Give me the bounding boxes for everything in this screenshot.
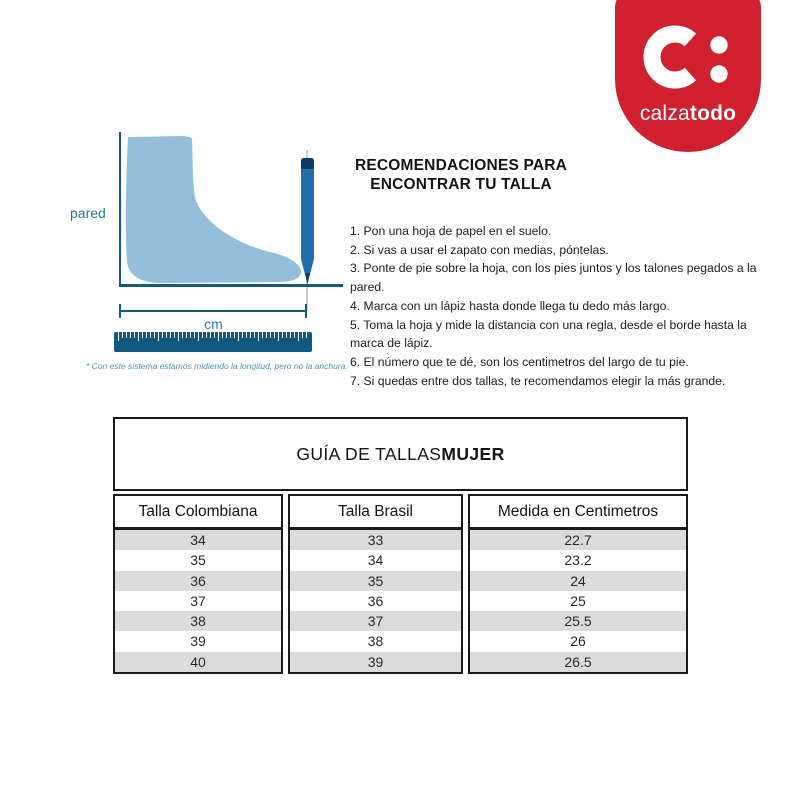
step-item: 3. Ponte de pie sobre la hoja, con los pies juntos y los talones pegados a la pared.: [350, 261, 757, 295]
ruler-tick: [138, 332, 139, 341]
cm-label: cm: [204, 316, 223, 332]
table-cell: 34: [115, 530, 281, 550]
wall-label: pared: [70, 205, 106, 221]
table-column: [468, 494, 688, 674]
ruler-tick: [238, 332, 239, 341]
table-cell: 35: [290, 571, 461, 591]
ruler-tick: [294, 332, 295, 338]
ruler-tick: [210, 332, 211, 338]
ruler-tick: [254, 332, 255, 338]
ruler-tick: [302, 332, 303, 338]
ruler-tick: [198, 332, 199, 341]
ruler-tick: [146, 332, 147, 338]
step-item: 1. Pon una hoja de papel en el suelo.: [350, 224, 552, 238]
ruler-tick: [142, 332, 143, 338]
table-cell: 36: [290, 591, 461, 611]
table-cell: 37: [290, 611, 461, 631]
column-header: Talla Colombiana: [115, 496, 281, 530]
ruler-tick: [134, 332, 135, 338]
ruler-tick: [222, 332, 223, 338]
table-cell: 26: [470, 631, 686, 651]
table-cell: 26.5: [470, 652, 686, 672]
table-cell: 25.5: [470, 611, 686, 631]
table-cell: 34: [290, 550, 461, 570]
ruler-tick: [274, 332, 275, 338]
ruler-tick: [150, 332, 151, 338]
ruler-tick: [154, 332, 155, 338]
ruler-tick: [122, 332, 123, 338]
logo-c-icon: [643, 24, 733, 96]
ruler-tick: [182, 332, 183, 338]
table-cell: 38: [115, 611, 281, 631]
ruler-tick: [170, 332, 171, 338]
ruler-tick: [262, 332, 263, 338]
column-header: Talla Brasil: [290, 496, 461, 530]
table-cell: 24: [470, 571, 686, 591]
measure-line: [120, 310, 307, 312]
table-columns: [113, 494, 688, 674]
column-header: Medida en Centimetros: [470, 496, 686, 530]
ruler-tick: [282, 332, 283, 338]
ruler-tick: [194, 332, 195, 338]
table-cell: 37: [115, 591, 281, 611]
step-item: 7. Si quedas entre dos tallas, te recomendamos elegir la más grande.: [350, 373, 726, 388]
ruler-tick: [202, 332, 203, 338]
table-title: [113, 417, 688, 491]
brand-regular: calza: [639, 102, 690, 125]
size-guide-table: [113, 417, 688, 674]
ruler-tick: [226, 332, 227, 338]
recommendations-title: [348, 156, 574, 194]
ruler-tick: [290, 332, 291, 338]
ruler-icon: [114, 332, 312, 352]
ruler-tick: [218, 332, 219, 341]
table-cell: 39: [115, 631, 281, 651]
ruler-tick: [306, 332, 307, 338]
ruler-tick: [118, 332, 119, 341]
table-cell: 39: [290, 652, 461, 672]
ruler-tick: [190, 332, 191, 338]
table-cell: 33: [290, 530, 461, 550]
ruler-tick: [178, 332, 179, 341]
ruler-tick: [258, 332, 259, 341]
table-cell: 22.7: [470, 530, 686, 550]
ruler-tick: [162, 332, 163, 338]
recommendations-title-line2: ENCONTRAR TU TALLA: [370, 176, 552, 193]
ruler-tick: [270, 332, 271, 338]
foot-silhouette: [122, 135, 306, 285]
wall-line: [119, 132, 121, 286]
table-title-bold: MUJER: [441, 443, 505, 464]
table-cell: 38: [290, 631, 461, 651]
step-item: 4. Marca con un lápiz hasta donde llega tu dedo más largo.: [350, 298, 670, 313]
ruler-tick: [214, 332, 215, 338]
ruler-tick: [158, 332, 159, 341]
diagram-note: * Con este sistema estamos midiendo la longitud, pero no la anchura.: [86, 361, 348, 371]
table-cell: 36: [115, 571, 281, 591]
step-item: 2. Si vas a usar el zapato con medias, póntelas.: [350, 242, 609, 257]
table-cell: 35: [115, 550, 281, 570]
pencil-icon: [297, 155, 318, 287]
table-column: [288, 494, 463, 674]
table-cell: 23.2: [470, 550, 686, 570]
floor-line: [119, 284, 343, 287]
recommendations-title-line1: RECOMENDACIONES PARA: [354, 157, 568, 174]
ruler-tick: [250, 332, 251, 338]
ruler-tick: [206, 332, 207, 338]
brand-bold: todo: [689, 102, 737, 125]
ruler-tick: [298, 332, 299, 341]
ruler-tick: [126, 332, 127, 338]
step-item: 5. Toma la hoja y mide la distancia con una regla, desde el borde hasta la marca de lápiz.: [350, 317, 747, 351]
ruler-tick: [166, 332, 167, 338]
table-cell: 25: [470, 591, 686, 611]
ruler-tick: [266, 332, 267, 338]
ruler-tick: [286, 332, 287, 338]
brand-badge: [615, 0, 761, 152]
ruler-tick: [246, 332, 247, 338]
ruler-tick: [278, 332, 279, 341]
steps-list: [350, 222, 770, 390]
ruler-tick: [174, 332, 175, 338]
step-item: 6. El número que te dé, son los centimetros del largo de tu pie.: [350, 354, 689, 369]
ruler-tick: [230, 332, 231, 338]
brand-wordmark: [615, 102, 761, 126]
table-title-regular: GUÍA DE TALLAS: [296, 443, 442, 464]
table-cell: 40: [115, 652, 281, 672]
ruler-tick: [186, 332, 187, 338]
ruler-tick: [242, 332, 243, 338]
table-column: [113, 494, 283, 674]
ruler-tick: [234, 332, 235, 338]
ruler-tick: [130, 332, 131, 338]
